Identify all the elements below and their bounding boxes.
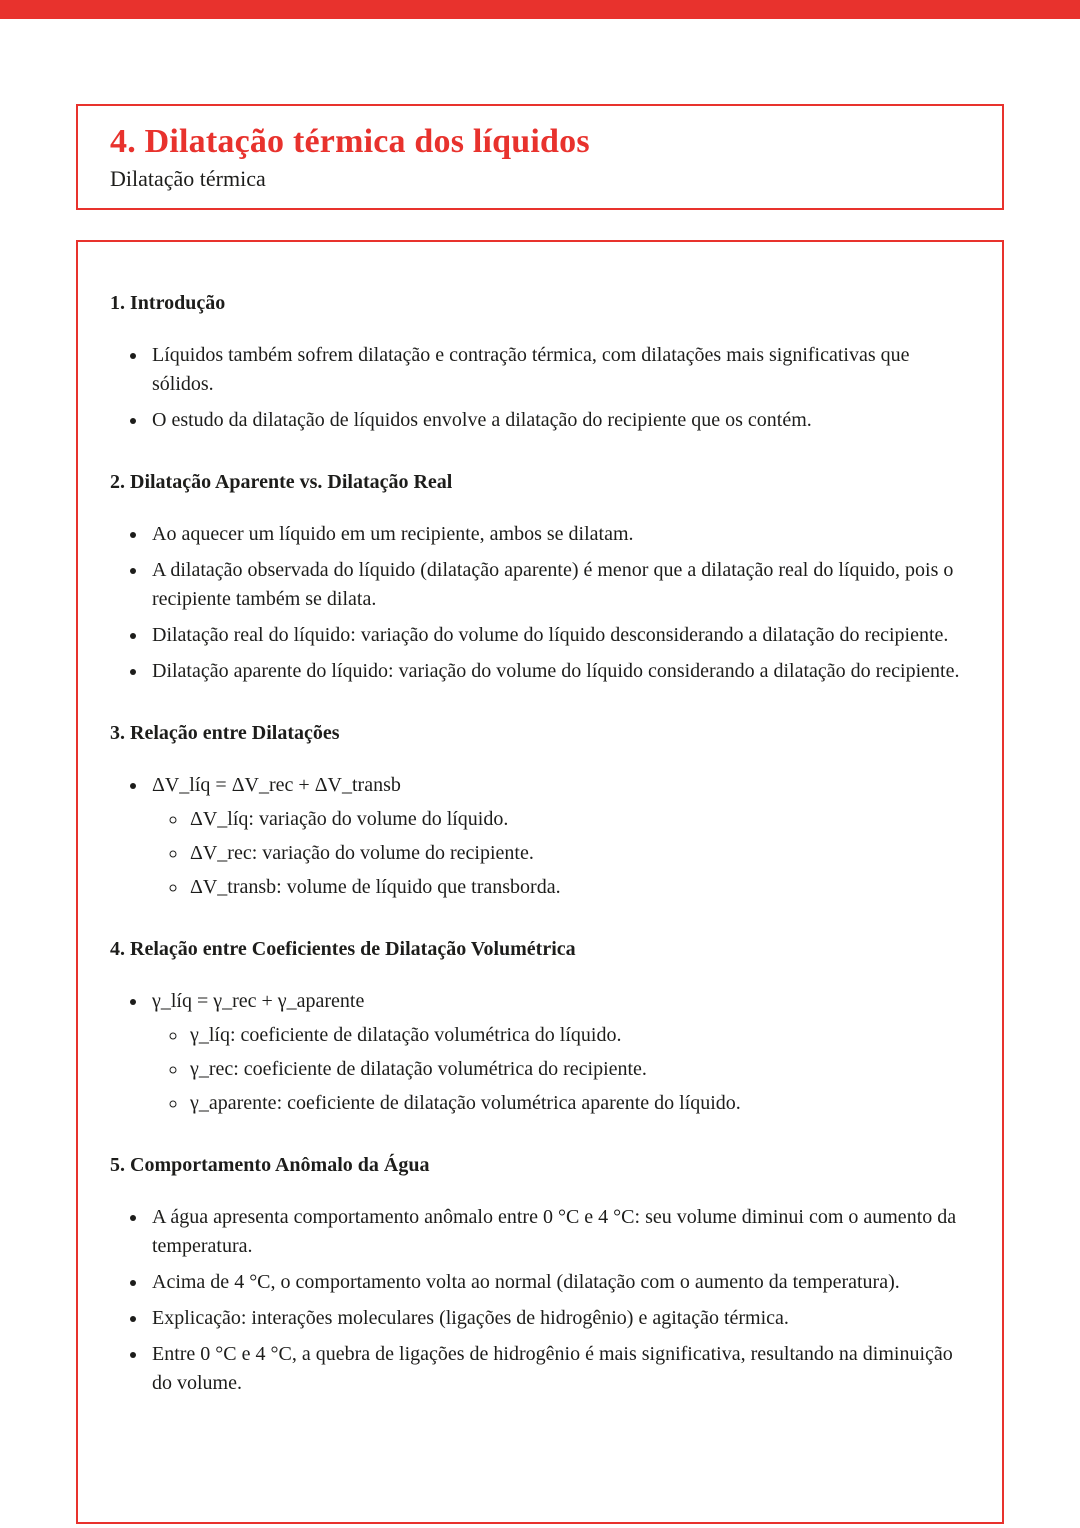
sub-list-item-text: γ_líq: coeficiente de dilatação volumétrica do líquido. — [190, 1024, 622, 1047]
list-item-text: Ao aquecer um líquido em um recipiente, ambos se dilatam. — [152, 523, 634, 546]
content-box — [76, 240, 1004, 1524]
list-item-text: O estudo da dilatação de líquidos envolve a dilatação do recipiente que os contém. — [152, 409, 812, 432]
list-item — [148, 771, 960, 902]
list-item — [148, 987, 960, 1118]
sub-list-item — [188, 1055, 960, 1084]
sub-list-item-text: ΔV_transb: volume de líquido que transborda. — [190, 876, 561, 899]
section-heading: 5. Comportamento Anômalo da Água — [110, 1154, 430, 1177]
list-item-text: Explicação: interações moleculares (ligações de hidrogênio) e agitação térmica. — [152, 1307, 789, 1330]
list-item-text: Entre 0 °C e 4 °C, a quebra de ligações de hidrogênio é mais significativa, resultando na diminuição do volume. — [152, 1343, 953, 1395]
list-item — [148, 341, 960, 399]
section-coeficientes-dilatacao-volumetrica — [110, 938, 960, 1118]
sub-list-item-text: ΔV_líq: variação do volume do líquido. — [190, 808, 509, 831]
list-item-text: ΔV_líq = ΔV_rec + ΔV_transb — [152, 774, 401, 797]
list-item — [148, 520, 960, 549]
section-heading: 2. Dilatação Aparente vs. Dilatação Real — [110, 471, 453, 494]
sub-bullet-list — [152, 1021, 960, 1118]
section-relacao-entre-dilatacoes — [110, 722, 960, 902]
list-item-text: Dilatação real do líquido: variação do volume do líquido desconsiderando a dilatação do recipiente. — [152, 624, 949, 647]
sub-list-item — [188, 805, 960, 834]
sub-list-item — [188, 1089, 960, 1118]
list-item-text: Acima de 4 °C, o comportamento volta ao normal (dilatação com o aumento da temperatura). — [152, 1271, 900, 1294]
top-accent-bar — [0, 0, 1080, 19]
list-item — [148, 657, 960, 686]
sub-list-item-text: γ_rec: coeficiente de dilatação volumétrica do recipiente. — [190, 1058, 647, 1081]
list-item — [148, 621, 960, 650]
list-item — [148, 1304, 960, 1333]
header-box — [76, 104, 1004, 210]
list-item-text: A água apresenta comportamento anômalo entre 0 °C e 4 °C: seu volume diminui com o aumento da temperatura. — [152, 1206, 957, 1258]
list-item — [148, 1203, 960, 1261]
bullet-list — [110, 341, 960, 435]
bullet-list — [110, 1203, 960, 1398]
list-item — [148, 556, 960, 614]
sub-list-item — [188, 839, 960, 868]
list-item-text: Líquidos também sofrem dilatação e contração térmica, com dilatações mais significativas que sólidos. — [152, 344, 910, 396]
bullet-list — [110, 987, 960, 1118]
list-item-text: γ_líq = γ_rec + γ_aparente — [152, 990, 365, 1013]
sub-list-item — [188, 873, 960, 902]
bullet-list — [110, 771, 960, 902]
page-title: 4. Dilatação térmica dos líquidos — [110, 123, 590, 160]
list-item-text: A dilatação observada do líquido (dilatação aparente) é menor que a dilatação real do líquido, pois o recipiente também se dilata. — [152, 559, 954, 611]
list-item — [148, 1268, 960, 1297]
sub-bullet-list — [152, 805, 960, 902]
page-subtitle: Dilatação térmica — [110, 166, 266, 192]
sub-list-item-text: γ_aparente: coeficiente de dilatação volumétrica aparente do líquido. — [190, 1092, 741, 1115]
section-heading: 1. Introdução — [110, 292, 226, 315]
section-comportamento-anomalo-agua — [110, 1154, 960, 1398]
section-heading: 4. Relação entre Coeficientes de Dilatação Volumétrica — [110, 938, 576, 961]
section-heading: 3. Relação entre Dilatações — [110, 722, 340, 745]
bullet-list — [110, 520, 960, 686]
list-item-text: Dilatação aparente do líquido: variação do volume do líquido considerando a dilatação do recipiente. — [152, 660, 960, 683]
list-item — [148, 1340, 960, 1398]
section-dilatacao-aparente-vs-real — [110, 471, 960, 686]
sub-list-item — [188, 1021, 960, 1050]
sub-list-item-text: ΔV_rec: variação do volume do recipiente. — [190, 842, 534, 865]
list-item — [148, 406, 960, 435]
section-introducao — [110, 292, 960, 435]
